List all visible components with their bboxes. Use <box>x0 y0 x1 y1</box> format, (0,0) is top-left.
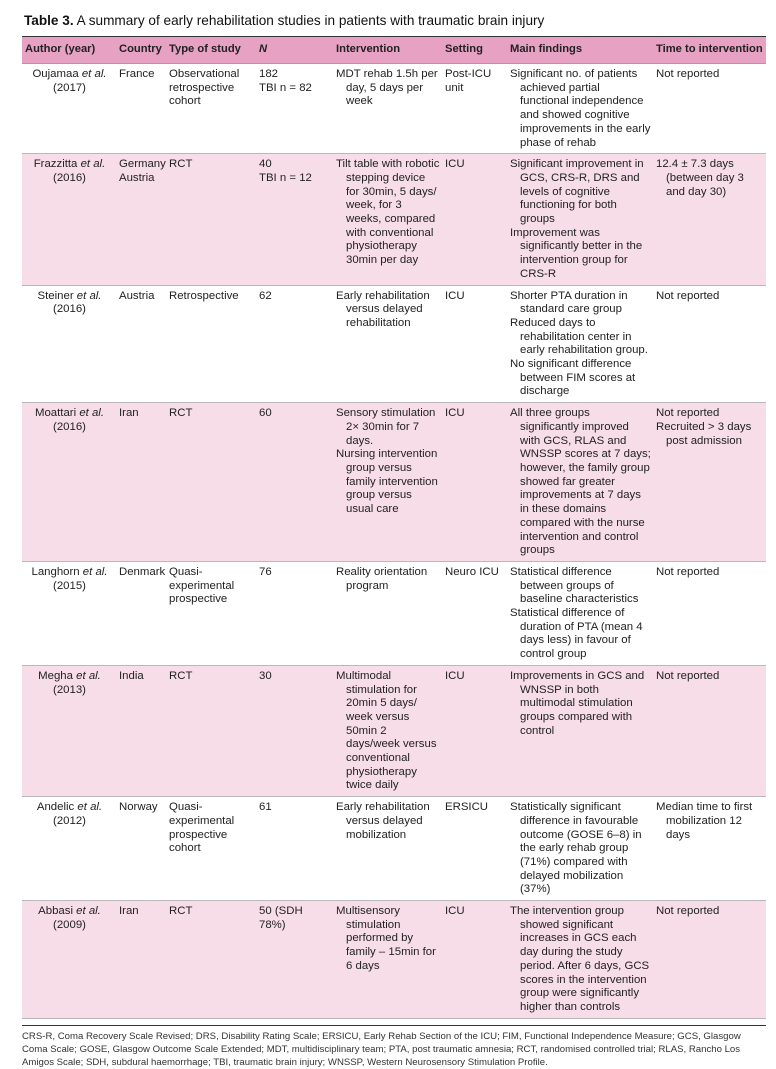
table-row <box>22 797 766 901</box>
n-tbi: TBI n = 12 <box>259 171 312 184</box>
author-name: Frazzitta <box>33 158 78 171</box>
cell-author <box>22 154 116 285</box>
author-name: Moattari <box>34 407 77 420</box>
setting-text: ICU <box>445 669 465 682</box>
table-row <box>22 285 766 403</box>
time-text: Not reported <box>656 289 720 302</box>
cell-type <box>166 64 256 154</box>
header-time: Time to intervention <box>653 37 766 64</box>
cell-country <box>116 561 166 665</box>
finding-text: Statistically significant difference in favourable outcome (GOSE 6–8) in the early rehab group (71%) compared with delayed mobilization (37%) <box>510 801 642 896</box>
type-text: RCT <box>169 905 193 918</box>
cell-time <box>653 403 766 562</box>
cell-setting <box>442 665 507 796</box>
cell-type <box>166 665 256 796</box>
cell-intervention <box>333 665 442 796</box>
table-figure <box>22 12 766 1069</box>
intervention-text: Reality orientation program <box>336 565 428 592</box>
cell-author <box>22 64 116 154</box>
country-text: Iran <box>119 905 139 918</box>
finding-text: No significant difference between FIM scores at discharge <box>510 358 636 398</box>
cell-intervention <box>333 64 442 154</box>
country-text: Austria <box>119 289 155 302</box>
author-year: (2009) <box>53 918 86 931</box>
cell-author <box>22 797 116 901</box>
cell-country <box>116 665 166 796</box>
cell-setting <box>442 797 507 901</box>
cell-type <box>166 561 256 665</box>
author-year: (2016) <box>53 303 86 316</box>
setting-text: Post-ICU unit <box>445 68 492 94</box>
table-row <box>22 154 766 285</box>
cell-time <box>653 901 766 1019</box>
type-text: Retrospective <box>169 289 239 302</box>
table-footnote: CRS-R, Coma Recovery Scale Revised; DRS, Disability Rating Scale; ERSICU, Early Rehab Section of the ICU; FIM, Functional Independence Measure; GCS, Glasgow Coma Scale; GOSE, Glasgow Outcome Scale Extended; MDT, multidisciplinary team; PTA, post traumatic amnesia; RCT, randomised controlled trial; RLAS, Rancho Los Amigos Scale; SDH, subdural haemorrhage; TBI, traumatic brain injury; WNSSP, Western Neurosensory Stimulation Profile. <box>22 1025 766 1069</box>
cell-type <box>166 285 256 403</box>
finding-text: All three groups significantly improved with GCS, RLAS and WNSSP scores at 7 days; however, the family group showed far greater improvements at 7 days in these domains compared with the nurse intervention and control groups <box>510 407 651 557</box>
cell-findings <box>507 797 653 901</box>
cell-n <box>256 561 333 665</box>
intervention-text: Multisensory stimulation performed by family – 15min for 6 days <box>336 905 436 972</box>
table-caption-text: A summary of early rehabilitation studies in patients with traumatic brain injury <box>76 13 545 28</box>
author-etal: et al. <box>79 407 105 420</box>
cell-country <box>116 901 166 1019</box>
type-text: Quasi-experimental prospective <box>169 565 235 606</box>
table-header-row <box>22 37 766 64</box>
time-text: Not reported <box>656 905 720 918</box>
intervention-text: Nursing intervention group versus family intervention group versus usual care <box>336 448 438 516</box>
cell-time <box>653 285 766 403</box>
setting-text: ICU <box>445 289 465 302</box>
cell-author <box>22 561 116 665</box>
cell-country <box>116 285 166 403</box>
author-name: Andelic <box>36 801 75 814</box>
cell-n <box>256 665 333 796</box>
cell-type <box>166 154 256 285</box>
header-n: N <box>256 37 333 64</box>
n-value: 76 <box>259 565 272 578</box>
cell-findings <box>507 561 653 665</box>
author-etal: et al. <box>76 905 101 918</box>
cell-findings <box>507 403 653 562</box>
n-value: 62 <box>259 289 272 302</box>
cell-time <box>653 665 766 796</box>
n-tbi: TBI n = 82 <box>259 81 312 94</box>
table-row <box>22 665 766 796</box>
n-value: 60 <box>259 407 272 420</box>
type-text: Quasi-experimental prospective cohort <box>169 801 235 855</box>
finding-text: Shorter PTA duration in standard care group <box>510 289 628 316</box>
cell-intervention <box>333 901 442 1019</box>
header-author: Author (year) <box>22 37 116 64</box>
cell-time <box>653 154 766 285</box>
finding-text: Statistical difference between groups of baseline characteristics <box>510 565 639 606</box>
cell-setting <box>442 285 507 403</box>
country-text: Norway <box>119 801 158 814</box>
table-row <box>22 403 766 562</box>
author-year: (2015) <box>53 579 86 592</box>
cell-type <box>166 901 256 1019</box>
cell-country <box>116 154 166 285</box>
setting-text: Neuro ICU <box>445 565 499 578</box>
author-etal: et al. <box>80 158 106 171</box>
intervention-text: Early rehabilitation versus delayed rehabilitation <box>336 289 430 329</box>
time-text: Not reported <box>656 565 720 578</box>
cell-n <box>256 154 333 285</box>
table-row <box>22 64 766 154</box>
table-row <box>22 901 766 1019</box>
country-text: India <box>119 669 144 682</box>
cell-setting <box>442 561 507 665</box>
author-etal: et al. <box>77 801 103 814</box>
header-country: Country <box>116 37 166 64</box>
author-name: Megha <box>38 669 73 682</box>
n-value: 30 <box>259 669 272 682</box>
finding-text: The intervention group showed significant increases in GCS each day during the study period. After 6 days, GCS scores in the intervention group were significantly higher than controls <box>510 905 650 1013</box>
type-text: RCT <box>169 669 193 682</box>
cell-country <box>116 797 166 901</box>
intervention-text: Tilt table with robotic stepping device for 30min, 5 days/ week, for 3 weeks, compared with conventional physiotherapy 30min per day <box>336 158 440 267</box>
cell-author <box>22 901 116 1019</box>
cell-findings <box>507 665 653 796</box>
studies-table <box>22 37 766 1019</box>
time-text: 12.4 ± 7.3 days (between day 3 and day 30) <box>656 158 744 198</box>
cell-n <box>256 285 333 403</box>
header-findings: Main findings <box>507 37 653 64</box>
intervention-text: Early rehabilitation versus delayed mobilization <box>336 801 430 841</box>
country-text: Denmark <box>119 565 166 578</box>
author-name: Abbasi <box>38 905 73 918</box>
country-text: Germany Austria <box>119 158 166 184</box>
header-setting: Setting <box>442 37 507 64</box>
finding-text: Statistical difference of duration of PTA (mean 4 days less) in favour of control group <box>510 607 643 661</box>
cell-country <box>116 64 166 154</box>
author-year: (2013) <box>53 683 86 696</box>
header-type: Type of study <box>166 37 256 64</box>
cell-time <box>653 64 766 154</box>
cell-author <box>22 285 116 403</box>
finding-text: Significant no. of patients achieved partial functional independence and showed cognitive improvements in the early phase of rehab <box>510 68 651 149</box>
time-text: Not reported <box>656 407 720 420</box>
header-intervention: Intervention <box>333 37 442 64</box>
cell-time <box>653 797 766 901</box>
intervention-text: Sensory stimulation 2× 30min for 7 days. <box>336 407 436 447</box>
cell-setting <box>442 403 507 562</box>
author-etal: et al. <box>76 289 102 302</box>
intervention-text: Multimodal stimulation for 20min 5 days/ week versus 50min 2 days/week versus conventional physiotherapy twice daily <box>336 669 437 792</box>
table-caption <box>24 12 766 30</box>
table-row <box>22 561 766 665</box>
setting-text: ICU <box>445 407 465 420</box>
cell-country <box>116 403 166 562</box>
finding-text: Significant improvement in GCS, CRS-R, DRS and levels of cognitive functioning for both groups <box>510 158 644 226</box>
finding-text: Improvements in GCS and WNSSP in both multimodal stimulation groups compared with control <box>510 669 645 737</box>
cell-setting <box>442 901 507 1019</box>
cell-n <box>256 901 333 1019</box>
type-text: RCT <box>169 158 193 171</box>
cell-intervention <box>333 403 442 562</box>
cell-n <box>256 403 333 562</box>
type-text: Observational retrospective cohort <box>169 68 240 108</box>
author-etal: et al. <box>82 565 108 578</box>
n-value: 40 <box>259 158 272 171</box>
cell-setting <box>442 154 507 285</box>
time-text: Median time to first mobilization 12 days <box>656 801 753 841</box>
table-body <box>22 64 766 1019</box>
finding-text: Improvement was significantly better in the intervention group for CRS-R <box>510 226 643 280</box>
country-text: France <box>119 68 155 80</box>
author-name: Langhorn <box>31 565 80 578</box>
cell-intervention <box>333 561 442 665</box>
cell-type <box>166 403 256 562</box>
cell-intervention <box>333 154 442 285</box>
cell-author <box>22 665 116 796</box>
author-year: (2016) <box>53 171 86 184</box>
author-year: (2016) <box>53 420 86 433</box>
country-text: Iran <box>119 407 139 420</box>
setting-text: ICU <box>445 158 465 171</box>
finding-text: Reduced days to rehabilitation center in early rehabilitation group. <box>510 316 648 357</box>
setting-text: ERSICU <box>445 801 489 814</box>
cell-setting <box>442 64 507 154</box>
time-text: Recruited > 3 days post admission <box>656 420 752 447</box>
author-year: (2017) <box>53 81 86 94</box>
time-text: Not reported <box>656 68 720 80</box>
author-name: Steiner <box>37 289 74 302</box>
setting-text: ICU <box>445 905 465 918</box>
cell-intervention <box>333 797 442 901</box>
n-value: 182 <box>259 68 279 80</box>
cell-findings <box>507 285 653 403</box>
type-text: RCT <box>169 407 193 420</box>
intervention-text: MDT rehab 1.5h per day, 5 days per week <box>336 68 438 108</box>
cell-type <box>166 797 256 901</box>
author-year: (2012) <box>53 814 86 827</box>
table-caption-label: Table 3. <box>24 13 74 28</box>
author-name: Oujamaa <box>32 68 79 80</box>
cell-author <box>22 403 116 562</box>
cell-time <box>653 561 766 665</box>
n-value: 50 (SDH 78%) <box>259 905 303 931</box>
author-etal: et al. <box>76 669 101 682</box>
cell-findings <box>507 154 653 285</box>
cell-findings <box>507 64 653 154</box>
author-etal: et al. <box>81 68 107 80</box>
time-text: Not reported <box>656 669 720 682</box>
cell-n <box>256 64 333 154</box>
cell-intervention <box>333 285 442 403</box>
cell-findings <box>507 901 653 1019</box>
cell-n <box>256 797 333 901</box>
n-value: 61 <box>259 801 272 814</box>
